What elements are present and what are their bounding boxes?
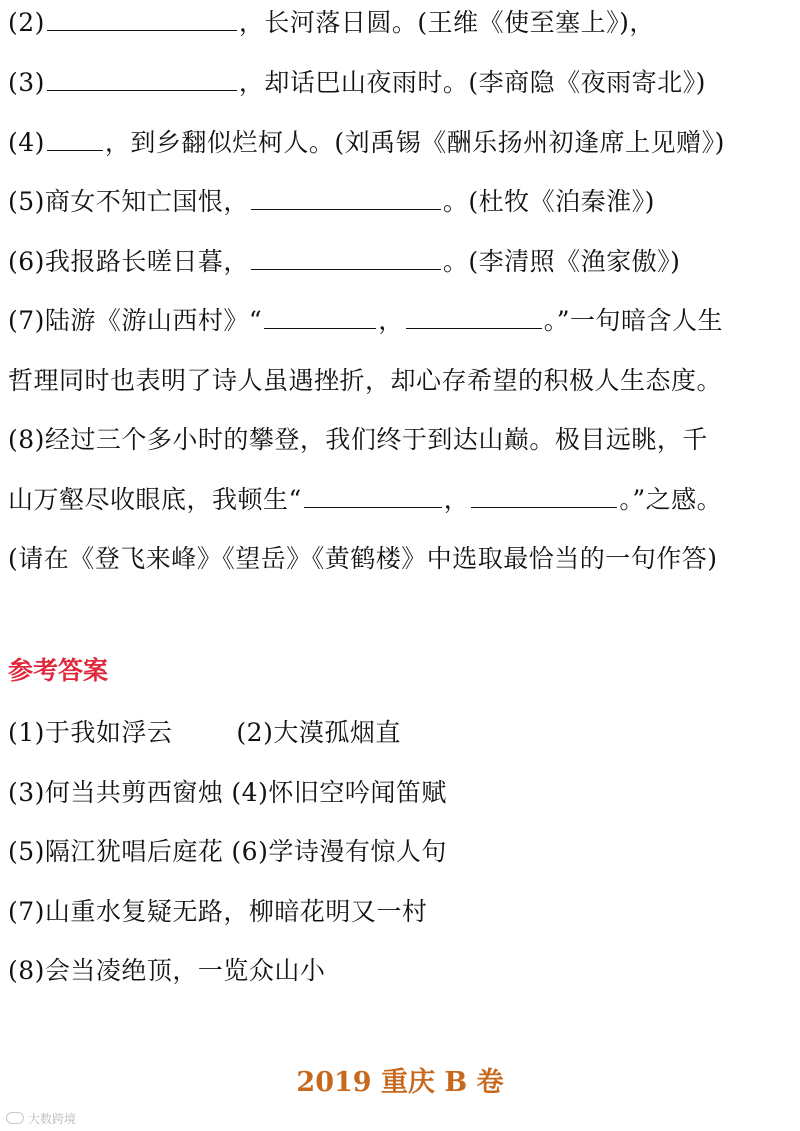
answer-line bbox=[8, 951, 800, 991]
question-line-5 bbox=[8, 182, 800, 222]
answer-blank bbox=[406, 304, 542, 329]
answer-item: (6)学诗漫有惊人句 bbox=[231, 837, 447, 866]
question-text: (8)经过三个多小时的攀登，我们终于到达山巅。极目远眺，千 bbox=[8, 425, 708, 454]
answer-blank bbox=[251, 245, 441, 270]
answer-blank bbox=[47, 126, 103, 151]
question-line-8-cont bbox=[8, 480, 800, 520]
question-line-8 bbox=[8, 420, 800, 460]
answer-item: (4)怀旧空吟闻笛赋 bbox=[231, 778, 447, 807]
question-line-7-cont bbox=[8, 361, 800, 401]
answer-line bbox=[8, 713, 800, 753]
question-text: ，却话巴山夜雨时。(李商隐《夜雨寄北》) bbox=[238, 68, 706, 97]
question-prefix: (6)我报路长嗟日暮， bbox=[8, 247, 249, 276]
watermark-text: 大数跨境 bbox=[28, 1111, 77, 1126]
answer-line bbox=[8, 892, 800, 932]
question-text: 。(杜牧《泊秦淮》) bbox=[442, 187, 655, 216]
answers-title: 参考答案 bbox=[8, 656, 109, 685]
answer-item: (8)会当凌绝顶，一览众山小 bbox=[8, 956, 326, 985]
watermark bbox=[6, 1108, 76, 1128]
question-prefix: 山万壑尽收眼底，我顿生“ bbox=[8, 485, 302, 514]
question-prefix: (5)商女不知亡国恨， bbox=[8, 187, 249, 216]
answer-item: (2)大漠孤烟直 bbox=[236, 718, 401, 747]
answer-blank bbox=[304, 483, 442, 508]
answer-blank bbox=[471, 483, 617, 508]
answer-item: (1)于我如浮云 bbox=[8, 718, 173, 747]
answer-blank bbox=[251, 185, 441, 210]
question-line-7 bbox=[8, 301, 800, 341]
question-text: ， bbox=[378, 306, 404, 335]
answer-blank bbox=[47, 66, 237, 91]
answer-line bbox=[8, 832, 800, 872]
question-text: ， bbox=[443, 485, 470, 514]
section-heading: 2019 重庆 B 卷 bbox=[296, 1067, 504, 1098]
answer-item: (7)山重水复疑无路，柳暗花明又一村 bbox=[8, 897, 428, 926]
question-prefix: (2) bbox=[8, 8, 45, 37]
question-text: ，长河落日圆。(王维《使至塞上》)， bbox=[238, 8, 655, 37]
logo-icon bbox=[6, 1112, 24, 1124]
question-text: 。”之感。 bbox=[619, 485, 723, 514]
answer-line bbox=[8, 773, 800, 813]
answer-blank bbox=[264, 304, 376, 329]
question-line-3 bbox=[8, 63, 800, 103]
question-text: (请在《登飞来峰》《望岳》《黄鹤楼》中选取最恰当的一句作答) bbox=[8, 544, 718, 573]
answer-item: (5)隔江犹唱后庭花 bbox=[8, 837, 224, 866]
question-line-6 bbox=[8, 242, 800, 282]
question-text: 。”一句暗含人生 bbox=[543, 306, 724, 335]
question-prefix: (4) bbox=[8, 128, 45, 157]
question-text: 。(李清照《渔家傲》) bbox=[442, 247, 681, 276]
question-text: ，到乡翻似烂柯人。(刘禹锡《酬乐扬州初逢席上见赠》) bbox=[104, 128, 725, 157]
question-prefix: (7)陆游《游山西村》“ bbox=[8, 306, 263, 335]
question-text: 哲理同时也表明了诗人虽遇挫折，却心存希望的积极人生态度。 bbox=[8, 366, 723, 395]
answer-item: (3)何当共剪西窗烛 bbox=[8, 778, 224, 807]
question-line-4 bbox=[8, 123, 800, 163]
answer-blank bbox=[47, 6, 237, 31]
question-prefix: (3) bbox=[8, 68, 45, 97]
question-line-8-note bbox=[8, 539, 800, 579]
question-line-2 bbox=[8, 3, 800, 43]
